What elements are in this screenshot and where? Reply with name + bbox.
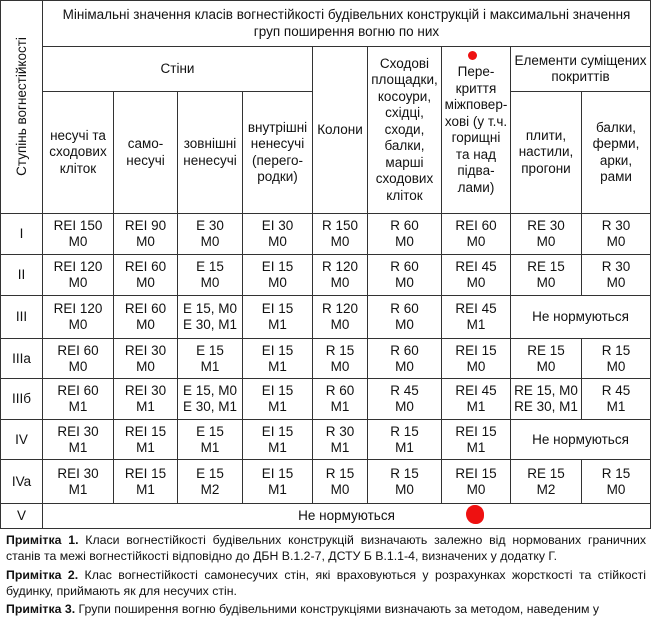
degree-column-header: Ступінь вогнестійкості bbox=[13, 37, 29, 176]
roof-beams-header: балки, ферми, арки, рами bbox=[592, 119, 640, 184]
table-cell: R 45 M1 bbox=[601, 383, 631, 414]
table-cell: REI 120 M0 bbox=[53, 301, 103, 332]
red-marker-dot bbox=[468, 51, 477, 60]
wall-int-header: внутрішні ненесучі (перего- родки) bbox=[247, 119, 308, 184]
table-cell: REI 120 M0 bbox=[53, 259, 103, 290]
table-cell: R 30 M1 bbox=[325, 423, 355, 455]
table-cell: R 60 M0 bbox=[390, 301, 419, 332]
floors-header: Пере- криття міжповер- хові (у т.ч. горищні та над підва- лами) bbox=[444, 64, 508, 195]
row-degree-cell: IIIa bbox=[12, 350, 31, 366]
table-cell: R 15 M1 bbox=[390, 423, 419, 455]
table-cell: R 150 M0 bbox=[321, 218, 359, 249]
table-cell: REI 45 M1 bbox=[455, 301, 497, 332]
table-cell: R 15 M0 bbox=[325, 342, 355, 374]
table-cell: E 15, M0 E 30, M1 bbox=[182, 301, 238, 332]
table-cell: REI 15 M0 bbox=[455, 342, 497, 374]
wall-ext-header: зовнішні ненесучі bbox=[183, 136, 237, 168]
table-cell: REI 60 M0 bbox=[124, 259, 167, 290]
table-cell: EI 15 M1 bbox=[261, 301, 294, 332]
table-cell: REI 15 M1 bbox=[124, 423, 167, 455]
columns-header: Колони bbox=[317, 121, 363, 137]
table-cell: REI 60 M0 bbox=[455, 218, 497, 249]
row-degree-cell: I bbox=[19, 226, 24, 241]
table-cell: E 15 M2 bbox=[196, 465, 224, 497]
row-degree-cell: III bbox=[15, 309, 28, 324]
table-cell: E 15, M0 E 30, M1 bbox=[182, 383, 238, 414]
table-cell: E 30 M0 bbox=[196, 218, 224, 249]
note-3: Примітка 3. Групи поширення вогню будівельними конструкціями визначають за методом, наведеним у bbox=[6, 602, 600, 616]
table-cell: R 15 M0 bbox=[325, 465, 355, 497]
roof-slabs-header: плити, настили, прогони bbox=[518, 127, 574, 176]
table-cell: REI 45 M1 bbox=[455, 383, 497, 414]
row-degree-cell: IVa bbox=[11, 473, 32, 489]
table-cell: RE 15 M0 bbox=[527, 259, 565, 290]
table-cell: EI 15 M1 bbox=[261, 342, 294, 374]
table-cell: REI 15 M0 bbox=[455, 465, 497, 497]
table-cell: REI 60 M1 bbox=[57, 383, 99, 414]
table-cell: EI 15 M1 bbox=[261, 423, 294, 455]
table-cell: R 45 M0 bbox=[390, 383, 419, 414]
table-cell: REI 90 M0 bbox=[124, 218, 167, 249]
table-cell: R 30 M0 bbox=[601, 218, 631, 249]
table-cell: R 120 M0 bbox=[321, 301, 359, 332]
table-cell: R 15 M0 bbox=[601, 342, 631, 374]
table-cell: EI 15 M1 bbox=[261, 383, 294, 414]
table-cell: E 15 M1 bbox=[196, 423, 224, 455]
table-cell: REI 60 M0 bbox=[124, 301, 167, 332]
table-cell: RE 30 M0 bbox=[527, 218, 565, 249]
table-cell: REI 45 M0 bbox=[455, 259, 497, 290]
table-cell: E 15 M0 bbox=[196, 259, 224, 290]
note-2: Примітка 2. Клас вогнестійкості самонесучих стін, які враховуються у розрахунках жорсткості та стійкості будинку, приймають як для несучих стін. bbox=[6, 568, 646, 598]
table-cell: REI 30 M0 bbox=[124, 342, 167, 374]
walls-header: Стіни bbox=[160, 60, 195, 76]
table-cell: REI 30 M1 bbox=[57, 423, 99, 455]
table-cell: REI 150 M0 bbox=[53, 218, 103, 249]
table-cell: R 60 M0 bbox=[390, 342, 419, 374]
row-degree-cell: IV bbox=[15, 431, 28, 447]
table-title: Мінімальні значення класів вогнестійкості будівельних конструкцій і максимальні значення груп поширення вогню по них bbox=[62, 7, 631, 39]
table-cell: EI 15 M0 bbox=[261, 259, 294, 290]
table-cell: R 15 M0 bbox=[390, 465, 419, 497]
table-cell: REI 30 M1 bbox=[57, 465, 99, 497]
table-cell: EI 30 M0 bbox=[261, 218, 294, 249]
row-degree-cell: V bbox=[16, 508, 26, 523]
table-cell: R 120 M0 bbox=[321, 259, 359, 290]
table-cell: EI 15 M1 bbox=[261, 465, 294, 497]
table-cell: E 15 M1 bbox=[196, 342, 224, 374]
table-cell: RE 15 M0 bbox=[527, 342, 565, 374]
wall-load-header: несучі та сходових кліток bbox=[49, 127, 107, 176]
table-cell: R 60 M1 bbox=[325, 383, 355, 414]
table-cell: R 60 M0 bbox=[390, 259, 419, 290]
table-cell: RE 15, M0 RE 30, M1 bbox=[514, 383, 578, 414]
merged-not-normalized-cell: Не нормуються bbox=[532, 309, 629, 324]
red-marker-blot bbox=[466, 505, 484, 524]
merged-not-normalized-cell: Не нормуються bbox=[532, 431, 629, 447]
table-cell: REI 60 M0 bbox=[57, 342, 99, 374]
table-cell: R 15 M0 bbox=[601, 465, 631, 497]
table-cell: RE 15 M2 bbox=[527, 465, 565, 497]
wall-self-header: само- несучі bbox=[126, 136, 165, 168]
table-cell: REI 15 M1 bbox=[455, 423, 497, 455]
table-cell: REI 30 M1 bbox=[124, 383, 167, 414]
table-cell: REI 15 M1 bbox=[124, 465, 167, 497]
note-1: Примітка 1. Класи вогнестійкості будівельних конструкцій визначають залежно від нормованих граничних станів та межі вогнестійкості відповідно до ДБН В.1.2-7, ДСТУ Б В.1.1-4, визначених у додатку Г. bbox=[6, 533, 646, 563]
table-cell: R 60 M0 bbox=[390, 218, 419, 249]
row-degree-cell: II bbox=[17, 267, 26, 282]
row-degree-cell: IIIб bbox=[12, 391, 31, 406]
stairs-header: Сходові площадки, косоури, східці, сходи, балки, марші сходових кліток bbox=[371, 55, 438, 203]
merged-not-normalized-cell: Не нормуються bbox=[298, 508, 395, 523]
roof-header: Елементи суміщених покриттів bbox=[514, 52, 647, 84]
table-cell: R 30 M0 bbox=[601, 259, 631, 290]
